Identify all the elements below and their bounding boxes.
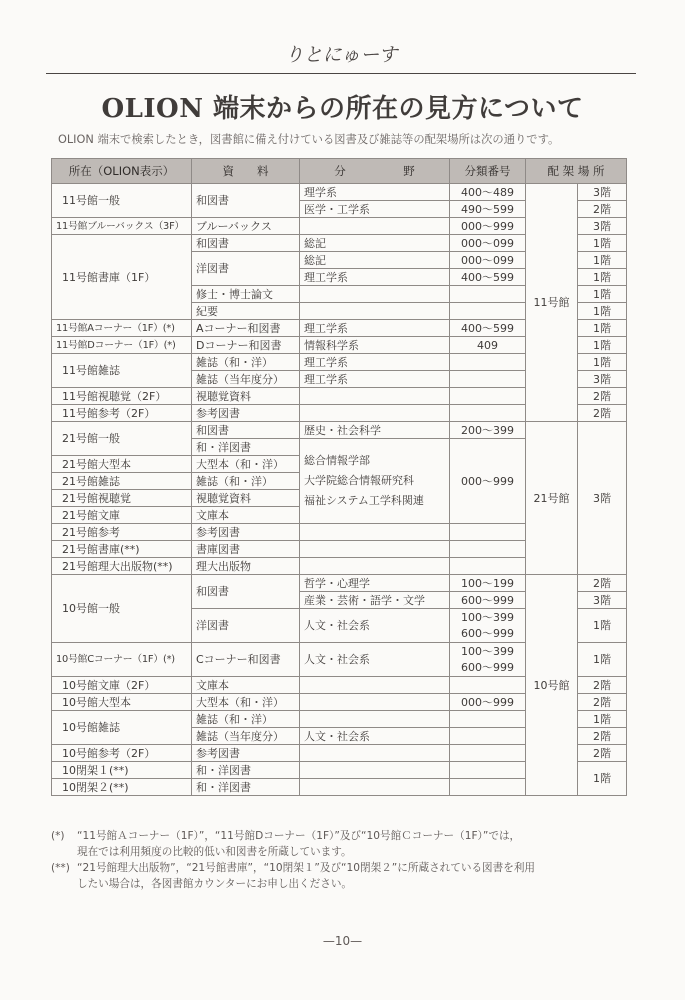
cell-field: 理工学系 bbox=[300, 354, 450, 371]
cell-material: 文庫本 bbox=[192, 507, 300, 524]
cell-field: 理学系 bbox=[300, 184, 450, 201]
cell-location: 21号館視聴覚 bbox=[52, 490, 192, 507]
cell-classno bbox=[450, 541, 526, 558]
cell-classno: 600〜999 bbox=[450, 592, 526, 609]
cell-classno bbox=[450, 745, 526, 762]
cell-classno: 000〜099 bbox=[450, 235, 526, 252]
header-classno: 分類番号 bbox=[450, 159, 526, 184]
cell-classno: 000〜999 bbox=[450, 694, 526, 711]
cell-material: 和図書 bbox=[192, 184, 300, 218]
cell-field bbox=[300, 779, 450, 796]
cell-location: 10号館雑誌 bbox=[52, 711, 192, 745]
cell-field-21-merged bbox=[300, 439, 450, 524]
cell-field bbox=[300, 388, 450, 405]
cell-location: 11号館書庫（1F） bbox=[52, 235, 192, 320]
cell-material: 洋図書 bbox=[192, 252, 300, 286]
footnote-continuation: 現在では利用頻度の比較的低い和図書を所蔵しています。 bbox=[77, 846, 352, 858]
cell-material: 雑誌（和・洋） bbox=[192, 354, 300, 371]
cell-location: 11号館Dコーナー（1F）(*) bbox=[52, 337, 192, 354]
cell-material: 参考図書 bbox=[192, 745, 300, 762]
footnote bbox=[51, 828, 651, 844]
cell-location: 10号館参考（2F） bbox=[52, 745, 192, 762]
cell-field: 総記 bbox=[300, 252, 450, 269]
cell-material: 参考図書 bbox=[192, 405, 300, 422]
field-line: 総合情報学部 bbox=[304, 454, 370, 467]
table-row bbox=[52, 422, 627, 439]
cell-classno bbox=[450, 677, 526, 694]
cell-material: 洋図書 bbox=[192, 609, 300, 643]
cell-material: 理大出版物 bbox=[192, 558, 300, 575]
cell-material: 和図書 bbox=[192, 422, 300, 439]
cell-classno bbox=[450, 779, 526, 796]
cell-floor: 2階 bbox=[578, 201, 627, 218]
classno-line: 100〜399 bbox=[461, 610, 514, 624]
header-rule bbox=[46, 73, 636, 74]
page-number: —10— bbox=[322, 934, 363, 948]
cell-floor: 1階 bbox=[578, 286, 627, 303]
table-header-row bbox=[52, 159, 627, 184]
cell-field: 人文・社会系 bbox=[300, 609, 450, 643]
classno-line: 100〜399 bbox=[461, 644, 514, 658]
cell-field bbox=[300, 558, 450, 575]
cell-floor: 1階 bbox=[578, 762, 627, 796]
cell-classno: 409 bbox=[450, 337, 526, 354]
cell-location: 10号館大型本 bbox=[52, 694, 192, 711]
cell-floor: 2階 bbox=[578, 405, 627, 422]
cell-location: 11号館一般 bbox=[52, 184, 192, 218]
cell-location: 21号館大型本 bbox=[52, 456, 192, 473]
cell-field bbox=[300, 711, 450, 728]
cell-field: 人文・社会系 bbox=[300, 728, 450, 745]
cell-classno: 400〜489 bbox=[450, 184, 526, 201]
cell-floor: 2階 bbox=[578, 728, 627, 745]
cell-material: 視聴覚資料 bbox=[192, 490, 300, 507]
cell-field bbox=[300, 677, 450, 694]
cell-field bbox=[300, 541, 450, 558]
cell-floor: 1階 bbox=[578, 354, 627, 371]
cell-floor: 1階 bbox=[578, 337, 627, 354]
cell-material: 紀要 bbox=[192, 303, 300, 320]
cell-floor: 1階 bbox=[578, 320, 627, 337]
cell-floor: 1階 bbox=[578, 235, 627, 252]
cell-classno bbox=[450, 303, 526, 320]
cell-classno bbox=[450, 558, 526, 575]
cell-material: Dコーナー和図書 bbox=[192, 337, 300, 354]
cell-floor: 2階 bbox=[578, 388, 627, 405]
cell-field bbox=[300, 286, 450, 303]
cell-material: 雑誌（当年度分） bbox=[192, 371, 300, 388]
cell-material: 雑誌（当年度分） bbox=[192, 728, 300, 745]
cell-classno: 400〜599 bbox=[450, 320, 526, 337]
classno-line: 600〜999 bbox=[461, 660, 514, 674]
header-shelf: 配 架 場 所 bbox=[526, 159, 627, 184]
cell-floor: 3階 bbox=[578, 184, 627, 201]
cell-location: 11号館雑誌 bbox=[52, 354, 192, 388]
cell-location: 10号館Cコーナー（1F）(*) bbox=[52, 643, 192, 677]
cell-classno bbox=[450, 405, 526, 422]
intro-text: OLION 端末で検索したとき，図書館に備え付けている図書及び雑誌等の配架場所は次の通りです。 bbox=[58, 133, 560, 146]
cell-classno: 490〜599 bbox=[450, 201, 526, 218]
cell-classno bbox=[450, 388, 526, 405]
cell-material: ブルーバックス bbox=[192, 218, 300, 235]
cell-material: 大型本（和・洋） bbox=[192, 456, 300, 473]
cell-floor: 3階 bbox=[578, 218, 627, 235]
cell-field: 理工学系 bbox=[300, 371, 450, 388]
cell-material: 大型本（和・洋） bbox=[192, 694, 300, 711]
cell-floor: 1階 bbox=[578, 609, 627, 643]
cell-material: 和図書 bbox=[192, 575, 300, 609]
cell-location: 10号館文庫（2F） bbox=[52, 677, 192, 694]
header-material: 資 料 bbox=[192, 159, 300, 184]
cell-location: 21号館文庫 bbox=[52, 507, 192, 524]
cell-location: 11号館参考（2F） bbox=[52, 405, 192, 422]
cell-location: 21号館雑誌 bbox=[52, 473, 192, 490]
cell-classno bbox=[450, 711, 526, 728]
cell-material: 和・洋図書 bbox=[192, 439, 300, 456]
cell-material: 修士・博士論文 bbox=[192, 286, 300, 303]
cell-floor: 1階 bbox=[578, 643, 627, 677]
footnote-mark: (*) bbox=[51, 830, 65, 842]
table-row bbox=[52, 575, 627, 592]
cell-floor-21: 3階 bbox=[578, 422, 627, 575]
table-row bbox=[52, 184, 627, 201]
cell-material: 文庫本 bbox=[192, 677, 300, 694]
header-field: 分 野 bbox=[300, 159, 450, 184]
cell-classno bbox=[450, 728, 526, 745]
cell-material: Cコーナー和図書 bbox=[192, 643, 300, 677]
cell-field bbox=[300, 762, 450, 779]
cell-field bbox=[300, 745, 450, 762]
cell-floor: 2階 bbox=[578, 575, 627, 592]
cell-floor: 2階 bbox=[578, 694, 627, 711]
cell-building-21: 21号館 bbox=[526, 422, 578, 575]
cell-classno-21-merged: 000〜999 bbox=[450, 439, 526, 524]
cell-field: 哲学・心理学 bbox=[300, 575, 450, 592]
cell-material: 和・洋図書 bbox=[192, 762, 300, 779]
cell-classno: 000〜999 bbox=[450, 218, 526, 235]
cell-field: 理工学系 bbox=[300, 269, 450, 286]
location-table bbox=[51, 158, 627, 796]
cell-building-11: 11号館 bbox=[526, 184, 578, 422]
cell-location: 11号館Aコーナー（1F）(*) bbox=[52, 320, 192, 337]
cell-field: 総記 bbox=[300, 235, 450, 252]
cell-field bbox=[300, 218, 450, 235]
header-title: りとにゅーす bbox=[284, 44, 398, 66]
cell-classno-double bbox=[450, 609, 526, 643]
cell-classno bbox=[450, 524, 526, 541]
cell-floor: 1階 bbox=[578, 269, 627, 286]
cell-location: 11号館ブルーバックス（3F） bbox=[52, 218, 192, 235]
cell-classno: 400〜599 bbox=[450, 269, 526, 286]
cell-classno bbox=[450, 286, 526, 303]
cell-classno-double bbox=[450, 643, 526, 677]
footnote-continuation: したい場合は，各図書館カウンターにお申し出ください。 bbox=[77, 878, 353, 890]
cell-classno bbox=[450, 762, 526, 779]
cell-location: 21号館一般 bbox=[52, 422, 192, 456]
cell-classno bbox=[450, 354, 526, 371]
field-line: 大学院総合情報研究科 bbox=[304, 474, 414, 487]
cell-field: 歴史・社会科学 bbox=[300, 422, 450, 439]
cell-floor: 3階 bbox=[578, 371, 627, 388]
cell-material: 視聴覚資料 bbox=[192, 388, 300, 405]
cell-classno: 000〜099 bbox=[450, 252, 526, 269]
cell-floor: 1階 bbox=[578, 711, 627, 728]
cell-material: 書庫図書 bbox=[192, 541, 300, 558]
cell-field bbox=[300, 303, 450, 320]
footnote-mark: (**) bbox=[51, 862, 70, 874]
footnote-text: “11号館Ａコーナー（1F）”，“11号館Dコーナー（1F）”及び“10号館Ｃコーナー（1F）”では， bbox=[77, 830, 521, 842]
cell-material: 和図書 bbox=[192, 235, 300, 252]
cell-location: 21号館書庫(**) bbox=[52, 541, 192, 558]
cell-location: 10閉架２(**) bbox=[52, 779, 192, 796]
cell-floor: 3階 bbox=[578, 592, 627, 609]
cell-classno: 100〜199 bbox=[450, 575, 526, 592]
cell-building-10: 10号館 bbox=[526, 575, 578, 796]
cell-field bbox=[300, 694, 450, 711]
page-title: OLION 端末からの所在の見方について bbox=[101, 94, 584, 124]
cell-material: 雑誌（和・洋） bbox=[192, 473, 300, 490]
cell-location: 10閉架１(**) bbox=[52, 762, 192, 779]
cell-field: 人文・社会系 bbox=[300, 643, 450, 677]
classno-line: 600〜999 bbox=[461, 626, 514, 640]
cell-floor: 1階 bbox=[578, 303, 627, 320]
header-location: 所在（OLION表示） bbox=[52, 159, 192, 184]
cell-field: 情報科学系 bbox=[300, 337, 450, 354]
cell-floor: 1階 bbox=[578, 252, 627, 269]
field-line: 福祉システム工学科関連 bbox=[304, 494, 424, 507]
cell-classno: 200〜399 bbox=[450, 422, 526, 439]
cell-field: 医学・工学系 bbox=[300, 201, 450, 218]
cell-classno bbox=[450, 371, 526, 388]
cell-location: 21号館理大出版物(**) bbox=[52, 558, 192, 575]
cell-field: 産業・芸術・語学・文学 bbox=[300, 592, 450, 609]
cell-location: 10号館一般 bbox=[52, 575, 192, 643]
cell-material: 雑誌（和・洋） bbox=[192, 711, 300, 728]
cell-location: 11号館視聴覚（2F） bbox=[52, 388, 192, 405]
footnote bbox=[51, 860, 651, 876]
cell-field bbox=[300, 524, 450, 541]
page-header bbox=[46, 40, 636, 74]
cell-floor: 2階 bbox=[578, 677, 627, 694]
cell-floor: 2階 bbox=[578, 745, 627, 762]
footnote-text: “21号館理大出版物”，“21号館書庫”，“10閉架１”及び“10閉架２”に所蔵されている図書を利用 bbox=[77, 862, 536, 874]
cell-material: 参考図書 bbox=[192, 524, 300, 541]
cell-field bbox=[300, 405, 450, 422]
cell-material: Aコーナー和図書 bbox=[192, 320, 300, 337]
cell-material: 和・洋図書 bbox=[192, 779, 300, 796]
footnotes bbox=[51, 828, 651, 892]
cell-location: 21号館参考 bbox=[52, 524, 192, 541]
cell-field: 理工学系 bbox=[300, 320, 450, 337]
